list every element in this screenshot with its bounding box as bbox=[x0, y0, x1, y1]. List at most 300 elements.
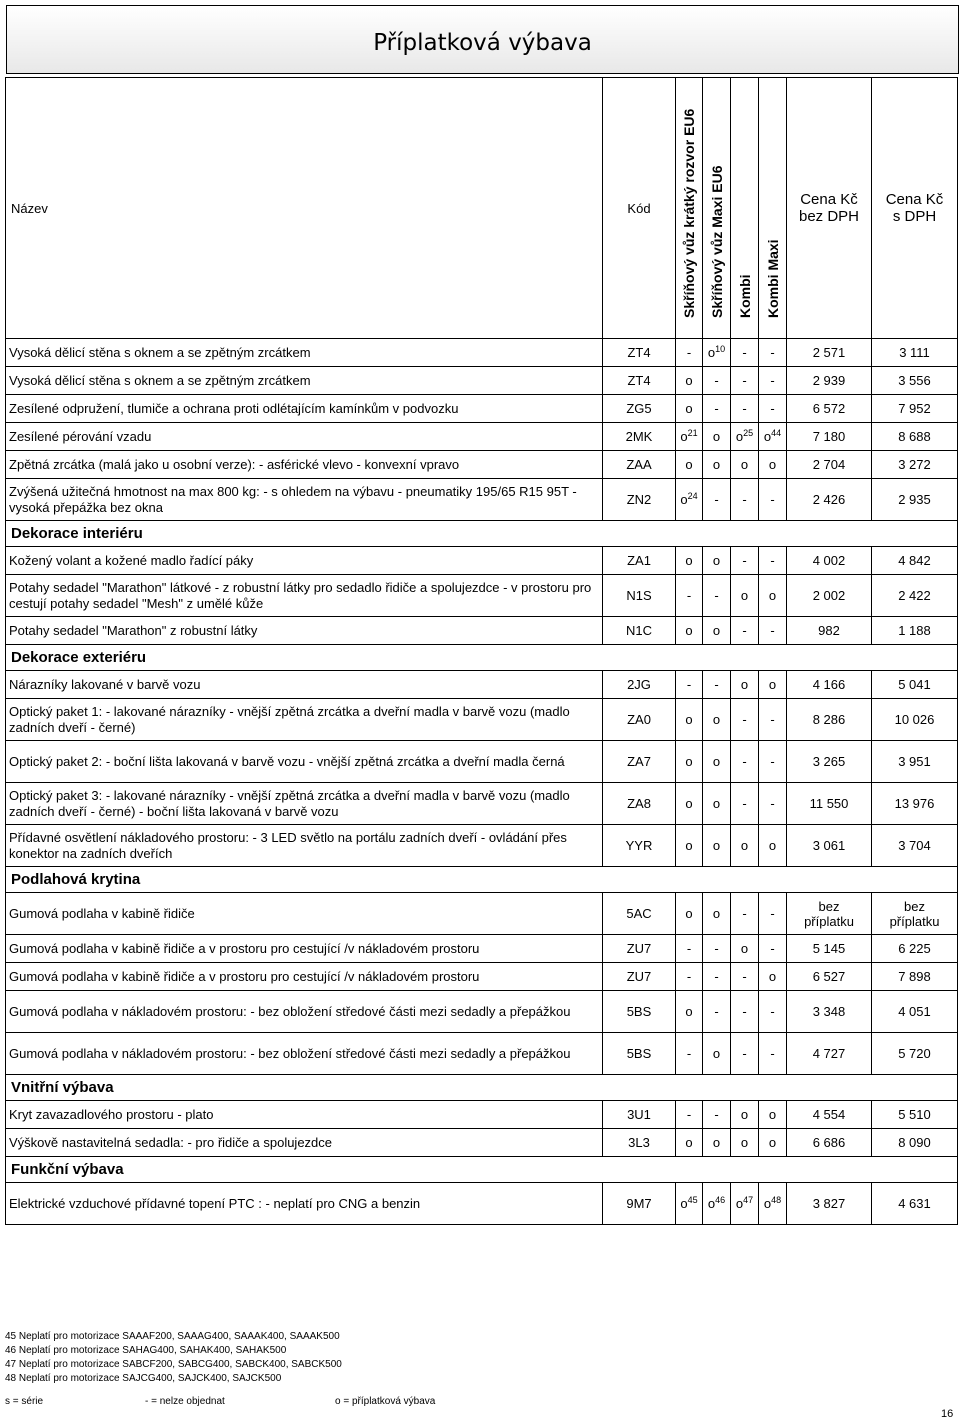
availability-mark: - bbox=[714, 373, 719, 388]
availability-mark: - bbox=[714, 401, 719, 416]
option-code: 2MK bbox=[603, 423, 676, 451]
header-code: Kód bbox=[603, 78, 676, 339]
price-net: bez příplatku bbox=[787, 893, 872, 935]
availability-cell bbox=[759, 825, 787, 867]
availability-cell bbox=[731, 1033, 759, 1075]
availability-cell bbox=[703, 963, 731, 991]
availability-cell bbox=[759, 367, 787, 395]
availability-mark: o bbox=[685, 457, 693, 472]
availability-mark: o bbox=[763, 429, 772, 444]
price-net: 6 572 bbox=[787, 395, 872, 423]
availability-cell bbox=[759, 671, 787, 699]
option-name: Zpětná zrcátka (malá jako u osobní verze): - asférické vlevo - konvexní vpravo bbox=[6, 451, 603, 479]
table-row bbox=[6, 547, 958, 575]
option-code: 5BS bbox=[603, 991, 676, 1033]
availability-mark: o bbox=[685, 838, 693, 853]
option-name: Přídavné osvětlení nákladového prostoru: - 3 LED světlo na portálu zadních dveří - ovládání přes konektor na zadních dveřích bbox=[6, 825, 603, 867]
availability-mark: o bbox=[763, 1196, 772, 1211]
section-row bbox=[6, 867, 958, 893]
availability-mark: o bbox=[685, 623, 693, 638]
availability-cell bbox=[759, 423, 787, 451]
price-net: 8 286 bbox=[787, 699, 872, 741]
availability-mark: - bbox=[770, 712, 775, 727]
availability-mark: o bbox=[685, 754, 693, 769]
availability-cell bbox=[731, 575, 759, 617]
price-gross: 3 111 bbox=[872, 339, 958, 367]
table-row bbox=[6, 671, 958, 699]
availability-cell bbox=[731, 395, 759, 423]
table-row bbox=[6, 935, 958, 963]
availability-cell bbox=[676, 1033, 703, 1075]
availability-cell bbox=[759, 963, 787, 991]
legend-optional: o = příplatková výbava bbox=[335, 1396, 436, 1407]
option-code: ZA7 bbox=[603, 741, 676, 783]
availability-cell bbox=[703, 991, 731, 1033]
footnote: 45 Neplatí pro motorizace SAAAF200, SAAAG400, SAAAK400, SAAAK500 bbox=[5, 1331, 340, 1342]
availability-mark: o bbox=[740, 677, 749, 692]
availability-cell bbox=[703, 451, 731, 479]
availability-mark: - bbox=[714, 1107, 719, 1122]
price-net: 3 827 bbox=[787, 1183, 872, 1225]
availability-cell bbox=[759, 935, 787, 963]
option-code: ZT4 bbox=[603, 339, 676, 367]
section-title: Dekorace exteriéru bbox=[6, 645, 958, 671]
price-gross: 5 720 bbox=[872, 1033, 958, 1075]
option-name: Gumová podlaha v kabině řidiče bbox=[6, 893, 603, 935]
footnote-ref: 21 bbox=[687, 428, 698, 438]
footnote: 46 Neplatí pro motorizace SAHAG400, SAHAK400, SAHAK500 bbox=[5, 1345, 287, 1356]
availability-cell bbox=[759, 395, 787, 423]
section-title: Vnitřní výbava bbox=[6, 1075, 958, 1101]
availability-mark: - bbox=[770, 941, 775, 956]
availability-cell bbox=[759, 1129, 787, 1157]
price-gross: 4 842 bbox=[872, 547, 958, 575]
availability-mark: o bbox=[685, 906, 693, 921]
availability-mark: o bbox=[712, 1046, 721, 1061]
availability-mark: - bbox=[686, 588, 692, 603]
price-gross: 3 272 bbox=[872, 451, 958, 479]
availability-mark: - bbox=[714, 492, 719, 507]
availability-cell bbox=[676, 395, 703, 423]
header-price-net: Cena Kč bez DPH bbox=[787, 78, 872, 339]
availability-mark: o bbox=[707, 345, 716, 360]
availability-cell bbox=[703, 935, 731, 963]
availability-cell bbox=[731, 741, 759, 783]
price-net: 2 002 bbox=[787, 575, 872, 617]
title-banner bbox=[6, 5, 959, 74]
availability-mark: - bbox=[770, 1046, 775, 1061]
availability-cell bbox=[759, 479, 787, 521]
availability-cell bbox=[676, 825, 703, 867]
price-net: 4 727 bbox=[787, 1033, 872, 1075]
option-name: Optický paket 2: - boční lišta lakovaná v barvě vozu - vnější zpětná zrcátka a dveřní madla černá bbox=[6, 741, 603, 783]
availability-mark: - bbox=[714, 1004, 719, 1019]
option-code: N1C bbox=[603, 617, 676, 645]
availability-cell bbox=[703, 893, 731, 935]
availability-cell bbox=[703, 367, 731, 395]
price-net: 11 550 bbox=[787, 783, 872, 825]
price-net: 2 426 bbox=[787, 479, 872, 521]
availability-mark: o bbox=[740, 1135, 749, 1150]
availability-mark: o bbox=[685, 1004, 693, 1019]
availability-cell bbox=[731, 991, 759, 1033]
price-gross: 1 188 bbox=[872, 617, 958, 645]
option-code: ZA8 bbox=[603, 783, 676, 825]
availability-cell bbox=[703, 339, 731, 367]
availability-cell bbox=[676, 963, 703, 991]
availability-cell bbox=[759, 991, 787, 1033]
price-net: 6 686 bbox=[787, 1129, 872, 1157]
option-name: Výškově nastavitelná sedadla: - pro řidiče a spolujezdce bbox=[6, 1129, 603, 1157]
availability-mark: - bbox=[742, 373, 747, 388]
availability-mark: - bbox=[686, 1046, 692, 1061]
option-code: 9M7 bbox=[603, 1183, 676, 1225]
availability-cell bbox=[676, 671, 703, 699]
availability-mark: o bbox=[712, 906, 721, 921]
availability-mark: - bbox=[742, 754, 747, 769]
availability-mark: - bbox=[686, 941, 692, 956]
availability-cell bbox=[759, 451, 787, 479]
option-code: N1S bbox=[603, 575, 676, 617]
availability-cell bbox=[676, 547, 703, 575]
availability-mark: o bbox=[740, 588, 749, 603]
availability-cell bbox=[676, 699, 703, 741]
availability-mark: o bbox=[740, 838, 749, 853]
availability-mark: o bbox=[712, 623, 721, 638]
option-name: Gumová podlaha v nákladovém prostoru: - bez obložení středové části mezi sedadly a přepážkou bbox=[6, 1033, 603, 1075]
availability-cell bbox=[676, 339, 703, 367]
availability-mark: - bbox=[686, 969, 692, 984]
availability-mark: o bbox=[768, 677, 777, 692]
option-name: Potahy sedadel "Marathon" látkové - z robustní látky pro sedadlo řidiče a spolujezdce - v prostoru pro cestují potahy sedadel "Mesh" z umělé kůže bbox=[6, 575, 603, 617]
availability-cell bbox=[703, 1183, 731, 1225]
option-code: 5AC bbox=[603, 893, 676, 935]
availability-mark: - bbox=[714, 969, 719, 984]
availability-cell bbox=[676, 1101, 703, 1129]
availability-cell bbox=[676, 1183, 703, 1225]
section-title: Podlahová krytina bbox=[6, 867, 958, 893]
price-gross: 7 898 bbox=[872, 963, 958, 991]
availability-cell bbox=[703, 1033, 731, 1075]
availability-mark: - bbox=[770, 492, 775, 507]
table-row bbox=[6, 339, 958, 367]
availability-mark: - bbox=[770, 796, 775, 811]
availability-cell bbox=[676, 479, 703, 521]
table-row bbox=[6, 699, 958, 741]
option-name: Gumová podlaha v kabině řidiče a v prostoru pro cestující /v nákladovém prostoru bbox=[6, 963, 603, 991]
availability-mark: - bbox=[770, 623, 775, 638]
footnote-ref: 46 bbox=[715, 1195, 726, 1205]
footnote-ref: 25 bbox=[743, 428, 754, 438]
availability-cell bbox=[759, 339, 787, 367]
availability-mark: - bbox=[742, 492, 747, 507]
footnote: 47 Neplatí pro motorizace SABCF200, SABCG400, SABCK400, SABCK500 bbox=[5, 1359, 342, 1370]
availability-cell bbox=[703, 1129, 731, 1157]
availability-cell bbox=[731, 339, 759, 367]
table-row bbox=[6, 479, 958, 521]
footnote-ref: 48 bbox=[771, 1195, 782, 1205]
table-row bbox=[6, 423, 958, 451]
availability-cell bbox=[703, 671, 731, 699]
price-net: 2 939 bbox=[787, 367, 872, 395]
availability-mark: - bbox=[714, 941, 719, 956]
option-name: Gumová podlaha v kabině řidiče a v prostoru pro cestující /v nákladovém prostoru bbox=[6, 935, 603, 963]
availability-mark: o bbox=[712, 754, 721, 769]
availability-mark: - bbox=[742, 906, 747, 921]
availability-cell bbox=[731, 671, 759, 699]
availability-mark: o bbox=[685, 1135, 693, 1150]
option-name: Zesílené odpružení, tlumiče a ochrana proti odlétajícím kamínkům v podvozku bbox=[6, 395, 603, 423]
footnote-ref: 24 bbox=[687, 491, 698, 501]
option-code: 3L3 bbox=[603, 1129, 676, 1157]
price-gross: bez příplatku bbox=[872, 893, 958, 935]
availability-mark: o bbox=[768, 838, 777, 853]
availability-mark: o bbox=[712, 553, 721, 568]
header-price-gross: Cena Kč s DPH bbox=[872, 78, 958, 339]
availability-mark: - bbox=[742, 623, 747, 638]
option-name: Vysoká dělicí stěna s oknem a se zpětným zrcátkem bbox=[6, 339, 603, 367]
table-header bbox=[6, 78, 958, 339]
price-gross: 7 952 bbox=[872, 395, 958, 423]
availability-mark: - bbox=[742, 401, 747, 416]
availability-cell bbox=[676, 1129, 703, 1157]
availability-cell bbox=[731, 1101, 759, 1129]
availability-mark: - bbox=[714, 588, 719, 603]
price-net: 2 704 bbox=[787, 451, 872, 479]
availability-cell bbox=[731, 1129, 759, 1157]
option-code: ZAA bbox=[603, 451, 676, 479]
option-name: Optický paket 3: - lakované nárazníky - vnější zpětná zrcátka a dveřní madla v barvě vozu (madlo zadních dveří - černé) - boční lišta lakovaná v barvě vozu bbox=[6, 783, 603, 825]
page-title: Příplatková výbava bbox=[373, 30, 592, 56]
availability-cell bbox=[759, 617, 787, 645]
availability-cell bbox=[703, 1101, 731, 1129]
price-gross: 2 935 bbox=[872, 479, 958, 521]
availability-mark: - bbox=[770, 754, 775, 769]
option-code: ZA0 bbox=[603, 699, 676, 741]
price-gross: 3 556 bbox=[872, 367, 958, 395]
footnote-ref: 47 bbox=[743, 1195, 754, 1205]
availability-cell bbox=[731, 617, 759, 645]
availability-mark: o bbox=[768, 1135, 777, 1150]
availability-mark: - bbox=[742, 345, 747, 360]
availability-cell bbox=[759, 1033, 787, 1075]
availability-cell bbox=[703, 395, 731, 423]
availability-mark: o bbox=[685, 401, 693, 416]
availability-cell bbox=[703, 825, 731, 867]
availability-mark: o bbox=[768, 969, 777, 984]
availability-mark: - bbox=[714, 677, 719, 692]
header-variant-2: Skříňový vůz Maxi EU6 bbox=[703, 78, 731, 339]
option-code: ZT4 bbox=[603, 367, 676, 395]
availability-mark: o bbox=[685, 712, 693, 727]
option-code: ZN2 bbox=[603, 479, 676, 521]
availability-cell bbox=[731, 367, 759, 395]
price-gross: 3 704 bbox=[872, 825, 958, 867]
option-name: Nárazníky lakované v barvě vozu bbox=[6, 671, 603, 699]
price-gross: 3 951 bbox=[872, 741, 958, 783]
option-code: 3U1 bbox=[603, 1101, 676, 1129]
availability-mark: o bbox=[712, 796, 721, 811]
availability-cell bbox=[731, 699, 759, 741]
price-net: 3 265 bbox=[787, 741, 872, 783]
footnote-ref: 44 bbox=[771, 428, 782, 438]
availability-mark: o bbox=[735, 1196, 744, 1211]
availability-mark: - bbox=[742, 796, 747, 811]
availability-mark: - bbox=[770, 906, 775, 921]
availability-cell bbox=[731, 935, 759, 963]
availability-cell bbox=[759, 1183, 787, 1225]
availability-cell bbox=[731, 423, 759, 451]
option-code: ZU7 bbox=[603, 963, 676, 991]
price-gross: 13 976 bbox=[872, 783, 958, 825]
availability-mark: - bbox=[770, 401, 775, 416]
availability-cell bbox=[703, 547, 731, 575]
availability-cell bbox=[731, 825, 759, 867]
price-gross: 10 026 bbox=[872, 699, 958, 741]
section-title: Dekorace interiéru bbox=[6, 521, 958, 547]
header-variant-3: Kombi bbox=[731, 78, 759, 339]
availability-cell bbox=[703, 575, 731, 617]
availability-mark: o bbox=[685, 553, 693, 568]
price-gross: 4 051 bbox=[872, 991, 958, 1033]
option-code: ZG5 bbox=[603, 395, 676, 423]
option-name: Vysoká dělicí stěna s oknem a se zpětným zrcátkem bbox=[6, 367, 603, 395]
availability-mark: o bbox=[768, 588, 777, 603]
availability-cell bbox=[703, 699, 731, 741]
availability-mark: - bbox=[742, 1046, 747, 1061]
availability-mark: - bbox=[742, 712, 747, 727]
option-name: Zvýšená užitečná hmotnost na max 800 kg: - s ohledem na výbavu - pneumatiky 195/65 R15 95T - vysoká přepážka bez okna bbox=[6, 479, 603, 521]
availability-cell bbox=[676, 893, 703, 935]
availability-mark: o bbox=[712, 1135, 721, 1150]
availability-mark: - bbox=[686, 677, 692, 692]
price-gross: 2 422 bbox=[872, 575, 958, 617]
availability-mark: - bbox=[742, 969, 747, 984]
table-row bbox=[6, 963, 958, 991]
availability-mark: o bbox=[712, 838, 721, 853]
table-row bbox=[6, 1129, 958, 1157]
availability-mark: o bbox=[712, 429, 721, 444]
price-gross: 5 510 bbox=[872, 1101, 958, 1129]
availability-mark: o bbox=[680, 429, 688, 444]
table-row bbox=[6, 1033, 958, 1075]
availability-cell bbox=[676, 741, 703, 783]
availability-cell bbox=[703, 783, 731, 825]
availability-mark: o bbox=[712, 457, 721, 472]
availability-cell bbox=[731, 1183, 759, 1225]
availability-mark: o bbox=[740, 1107, 749, 1122]
section-row bbox=[6, 1157, 958, 1183]
legend-series: s = série bbox=[5, 1396, 44, 1407]
price-net: 3 348 bbox=[787, 991, 872, 1033]
availability-cell bbox=[703, 741, 731, 783]
availability-mark: - bbox=[686, 345, 692, 360]
availability-cell bbox=[731, 451, 759, 479]
availability-mark: o bbox=[740, 457, 749, 472]
section-title: Funkční výbava bbox=[6, 1157, 958, 1183]
availability-mark: o bbox=[685, 796, 693, 811]
availability-cell bbox=[731, 783, 759, 825]
option-code: 2JG bbox=[603, 671, 676, 699]
availability-mark: - bbox=[770, 373, 775, 388]
availability-cell bbox=[703, 479, 731, 521]
option-name: Potahy sedadel "Marathon" z robustní látky bbox=[6, 617, 603, 645]
price-gross: 8 688 bbox=[872, 423, 958, 451]
footnote-ref: 45 bbox=[687, 1195, 698, 1205]
availability-cell bbox=[759, 741, 787, 783]
section-row bbox=[6, 1075, 958, 1101]
table-row bbox=[6, 825, 958, 867]
availability-cell bbox=[676, 575, 703, 617]
price-net: 3 061 bbox=[787, 825, 872, 867]
table-row bbox=[6, 617, 958, 645]
availability-cell bbox=[759, 699, 787, 741]
table-row bbox=[6, 741, 958, 783]
availability-cell bbox=[703, 423, 731, 451]
availability-mark: o bbox=[768, 1107, 777, 1122]
table-row bbox=[6, 451, 958, 479]
section-row bbox=[6, 521, 958, 547]
table-row bbox=[6, 1101, 958, 1129]
table-row bbox=[6, 783, 958, 825]
table-row bbox=[6, 395, 958, 423]
table-row bbox=[6, 367, 958, 395]
availability-cell bbox=[703, 617, 731, 645]
price-gross: 8 090 bbox=[872, 1129, 958, 1157]
option-name: Zesílené pérování vzadu bbox=[6, 423, 603, 451]
price-net: 4 554 bbox=[787, 1101, 872, 1129]
availability-mark: o bbox=[768, 457, 777, 472]
page-number: 16 bbox=[941, 1408, 954, 1420]
availability-cell bbox=[731, 479, 759, 521]
availability-cell bbox=[676, 783, 703, 825]
header-name: Název bbox=[6, 78, 603, 339]
legend-not-orderable: - = nelze objednat bbox=[145, 1396, 225, 1407]
availability-cell bbox=[759, 893, 787, 935]
availability-mark: - bbox=[770, 345, 775, 360]
options-table bbox=[5, 77, 958, 1225]
price-gross: 4 631 bbox=[872, 1183, 958, 1225]
availability-cell bbox=[676, 367, 703, 395]
availability-cell bbox=[759, 575, 787, 617]
option-name: Kožený volant a kožené madlo řadící páky bbox=[6, 547, 603, 575]
table-row bbox=[6, 1183, 958, 1225]
table-row bbox=[6, 991, 958, 1033]
availability-cell bbox=[759, 1101, 787, 1129]
option-name: Optický paket 1: - lakované nárazníky - vnější zpětná zrcátka a dveřní madla v barvě vozu (madlo zadních dveří - černé) bbox=[6, 699, 603, 741]
option-name: Kryt zavazadlového prostoru - plato bbox=[6, 1101, 603, 1129]
price-gross: 5 041 bbox=[872, 671, 958, 699]
availability-cell bbox=[731, 547, 759, 575]
footnote-ref: 10 bbox=[715, 344, 726, 354]
availability-mark: o bbox=[685, 373, 693, 388]
price-net: 6 527 bbox=[787, 963, 872, 991]
availability-mark: o bbox=[735, 429, 744, 444]
availability-cell bbox=[676, 451, 703, 479]
availability-cell bbox=[759, 783, 787, 825]
option-code: 5BS bbox=[603, 1033, 676, 1075]
footnote: 48 Neplatí pro motorizace SAJCG400, SAJCK400, SAJCK500 bbox=[5, 1373, 282, 1384]
availability-cell bbox=[731, 963, 759, 991]
option-code: ZA1 bbox=[603, 547, 676, 575]
price-net: 4 166 bbox=[787, 671, 872, 699]
price-net: 2 571 bbox=[787, 339, 872, 367]
availability-mark: o bbox=[680, 1196, 688, 1211]
availability-mark: - bbox=[742, 1004, 747, 1019]
price-net: 7 180 bbox=[787, 423, 872, 451]
price-gross: 6 225 bbox=[872, 935, 958, 963]
availability-cell bbox=[676, 423, 703, 451]
